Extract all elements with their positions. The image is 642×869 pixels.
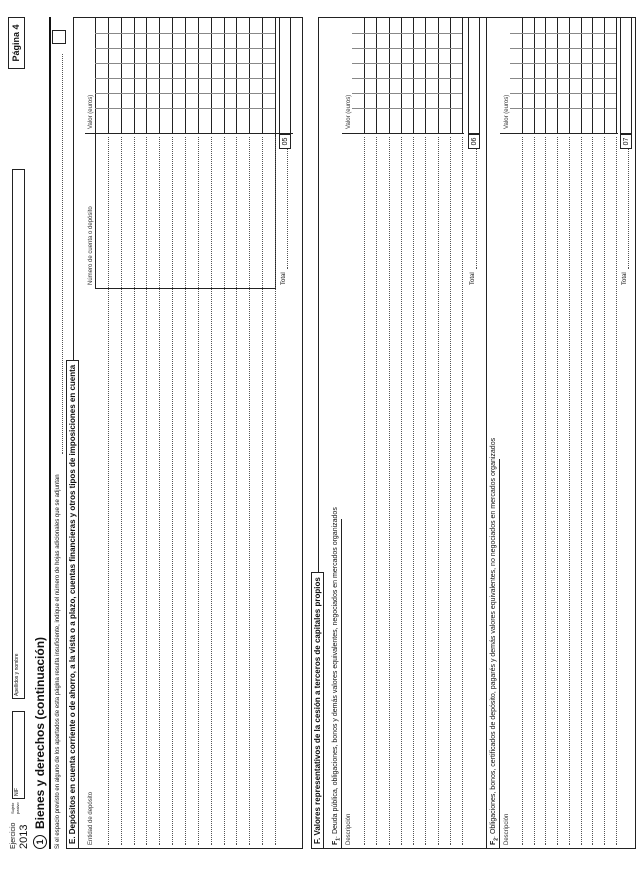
value-cell-line[interactable]: [462, 17, 463, 134]
f2-col-desc: Descripción: [504, 813, 510, 845]
e-col-numero: Número de cuenta o depósito: [88, 206, 94, 285]
entry-row-dotline[interactable]: [522, 137, 523, 845]
entry-row-dotline[interactable]: [172, 137, 173, 845]
f1-col-valor: Valor (euros): [346, 94, 352, 129]
f1-title-rule: [341, 519, 342, 849]
entry-row-dotline[interactable]: [159, 137, 160, 845]
entry-row-dotline[interactable]: [557, 137, 558, 845]
entry-row-dotline[interactable]: [389, 137, 390, 845]
note-dots: [62, 54, 63, 454]
f2-total-label: Total: [622, 272, 628, 285]
entry-row-dotline[interactable]: [581, 137, 582, 845]
value-digit-divider: [510, 93, 616, 94]
entry-row-dotline[interactable]: [376, 137, 377, 845]
value-cell-line[interactable]: [413, 17, 414, 134]
value-digit-divider: [352, 63, 462, 64]
e-total-input[interactable]: [279, 17, 291, 134]
value-cell-line[interactable]: [604, 17, 605, 134]
value-cell-line[interactable]: [438, 17, 439, 134]
entry-row-dotline[interactable]: [236, 137, 237, 845]
f1-code: 06: [468, 134, 480, 149]
entry-row-dotline[interactable]: [262, 137, 263, 845]
e-col-entidad: Entidad de depósito: [88, 791, 94, 845]
entry-row-dotline[interactable]: [185, 137, 186, 845]
f2-total-input[interactable]: [620, 17, 632, 134]
entry-row-dotline[interactable]: [108, 137, 109, 845]
entry-row-dotline[interactable]: [198, 137, 199, 845]
f2-title-rule: [499, 459, 500, 849]
value-digit-divider: [95, 63, 275, 64]
value-cell-line[interactable]: [134, 17, 135, 134]
value-cell-line[interactable]: [146, 17, 147, 134]
sujeto-label: Sujeto pasivo: [10, 802, 20, 814]
entry-row-dotline[interactable]: [604, 137, 605, 845]
value-cell-line[interactable]: [159, 17, 160, 134]
value-digit-divider: [95, 93, 275, 94]
entry-row-dotline[interactable]: [616, 137, 617, 845]
section-e-title: E. Depósitos en cuenta corriente o de ahorro, a la vista o a plazo, cuentas financieras y otros tipos de imposiciones en cuenta: [66, 360, 79, 849]
value-digit-divider: [510, 108, 616, 109]
f1-total-label: Total: [470, 272, 476, 285]
value-digit-divider: [95, 33, 275, 34]
f2-divider: [500, 133, 618, 134]
value-cell-line[interactable]: [224, 17, 225, 134]
section-number-circle: [33, 835, 47, 849]
f1-col-desc: Descripción: [346, 813, 352, 845]
entry-row-dotline[interactable]: [364, 137, 365, 845]
value-cell-line[interactable]: [592, 17, 593, 134]
f2-code: 07: [620, 134, 632, 149]
e-code: 05: [279, 134, 291, 149]
value-cell-line[interactable]: [450, 17, 451, 134]
value-cell-line[interactable]: [581, 17, 582, 134]
entry-row-dotline[interactable]: [413, 137, 414, 845]
value-cell-line[interactable]: [425, 17, 426, 134]
value-digit-divider: [510, 48, 616, 49]
value-cell-line[interactable]: [522, 17, 523, 134]
value-cell-line[interactable]: [557, 17, 558, 134]
value-cell-line[interactable]: [275, 17, 276, 134]
f1-heading: [332, 507, 341, 845]
entry-row-dotline[interactable]: [146, 137, 147, 845]
value-digit-divider: [352, 108, 462, 109]
e-total-label: Total: [281, 272, 287, 285]
entry-row-dotline[interactable]: [450, 137, 451, 845]
value-digit-divider: [95, 78, 275, 79]
value-cell-line[interactable]: [249, 17, 250, 134]
entry-row-dotline[interactable]: [275, 137, 276, 845]
section-note: Si el espacio previsto en alguno de los apartados de esta página resulta insuficiente, indique el número de hojas adicionales que se adjuntan: [55, 474, 61, 849]
value-cell-line[interactable]: [616, 17, 617, 134]
hojas-adicionales-box[interactable]: [52, 30, 66, 44]
value-digit-divider: [95, 48, 275, 49]
entry-row-dotline[interactable]: [569, 137, 570, 845]
e-total-dots: [287, 149, 288, 269]
nombre-field[interactable]: [12, 169, 25, 699]
value-cell-line[interactable]: [401, 17, 402, 134]
f2-title: . Obligaciones, bonos, certificados de depósito, pagarés y demás valores equivalentes, no negociados en mercados organizados: [490, 437, 497, 838]
value-cell-line[interactable]: [389, 17, 390, 134]
entry-row-dotline[interactable]: [224, 137, 225, 845]
section-number: 1: [35, 839, 45, 845]
value-digit-divider: [510, 78, 616, 79]
value-cell-line[interactable]: [364, 17, 365, 134]
entry-row-dotline[interactable]: [592, 137, 593, 845]
f2-separator: [486, 17, 487, 849]
entry-row-dotline[interactable]: [121, 137, 122, 845]
entry-row-dotline[interactable]: [211, 137, 212, 845]
f1-total-input[interactable]: [468, 17, 480, 134]
value-cell-line[interactable]: [376, 17, 377, 134]
value-digit-divider: [510, 33, 616, 34]
f1-sub: 1: [335, 837, 342, 841]
f1-total-dots: [476, 149, 477, 269]
f1-letter: F: [332, 840, 339, 845]
entry-row-dotline[interactable]: [462, 137, 463, 845]
value-cell-line[interactable]: [534, 17, 535, 134]
ejercicio-label: Ejercicio: [10, 822, 17, 849]
year-value: 2013: [18, 824, 30, 849]
section-rule: [49, 17, 51, 849]
value-digit-divider: [510, 63, 616, 64]
value-digit-divider: [352, 78, 462, 79]
value-digit-divider: [352, 93, 462, 94]
value-digit-divider: [95, 108, 275, 109]
value-digit-divider: [352, 33, 462, 34]
value-digit-divider: [352, 48, 462, 49]
nif-label: NIF: [14, 787, 20, 796]
value-cell-line[interactable]: [172, 17, 173, 134]
entry-row-dotline[interactable]: [134, 137, 135, 845]
value-cell-line[interactable]: [262, 17, 263, 134]
page-number: Página 4: [11, 24, 21, 62]
value-cell-line[interactable]: [211, 17, 212, 134]
section-title: Bienes y derechos (continuación): [33, 636, 47, 829]
entry-row-dotline[interactable]: [249, 137, 250, 845]
entry-row-dotline[interactable]: [401, 137, 402, 845]
entry-row-dotline[interactable]: [545, 137, 546, 845]
entry-row-dotline[interactable]: [534, 137, 535, 845]
f2-heading: [490, 438, 499, 845]
value-cell-line[interactable]: [198, 17, 199, 134]
entry-row-dotline[interactable]: [425, 137, 426, 845]
f2-sub: 2: [493, 837, 500, 841]
value-cell-line[interactable]: [108, 17, 109, 134]
f2-col-valor: Valor (euros): [504, 94, 510, 129]
value-cell-line[interactable]: [569, 17, 570, 134]
page-number-box: [8, 17, 25, 69]
f1-title: . Deuda pública, obligaciones, bonos y demás valores equivalentes, negociados en mercados organizados: [332, 507, 339, 838]
f2-total-dots: [628, 149, 629, 269]
value-cell-line[interactable]: [121, 17, 122, 134]
f1-divider: [342, 133, 464, 134]
f2-letter: F: [490, 840, 497, 845]
e-header-rule: [95, 17, 96, 289]
value-cell-line[interactable]: [236, 17, 237, 134]
section-f-title: F. Valores representativos de la cesión a terceros de capitales propios: [311, 572, 324, 849]
value-cell-line[interactable]: [185, 17, 186, 134]
e-col-valor: Valor (euros): [88, 94, 94, 129]
value-cell-line[interactable]: [545, 17, 546, 134]
nif-field[interactable]: [12, 711, 25, 799]
nombre-label: Apellidos y nombre: [14, 653, 20, 696]
entry-row-dotline[interactable]: [438, 137, 439, 845]
